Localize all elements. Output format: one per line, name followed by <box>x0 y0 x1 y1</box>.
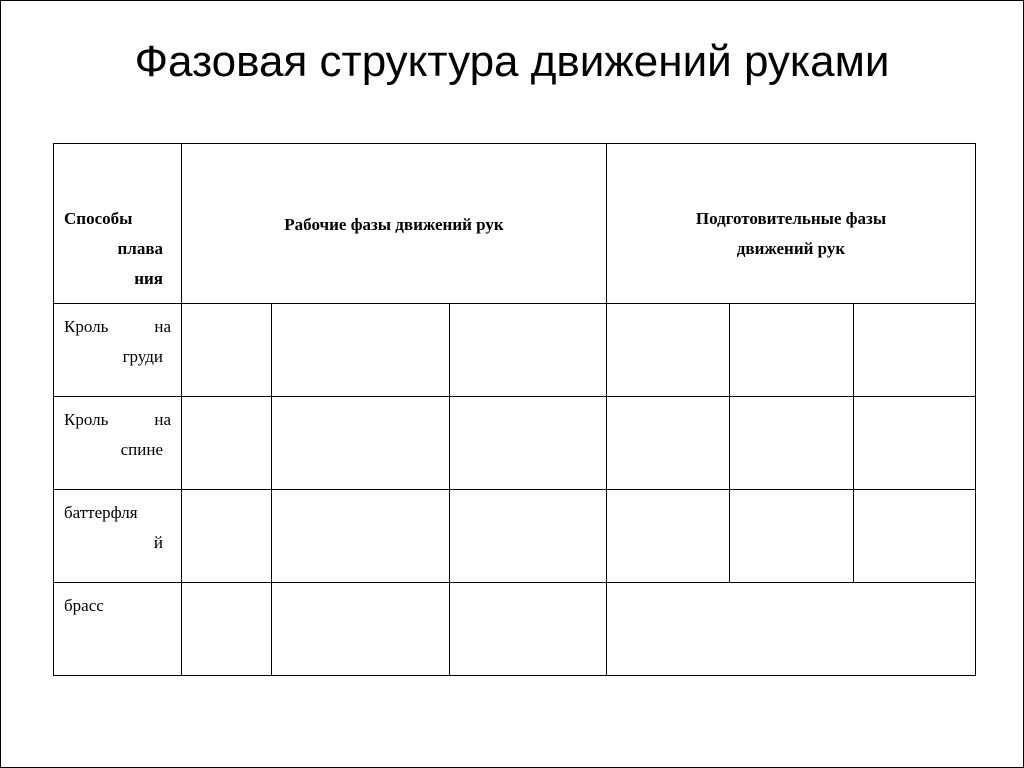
table-cell[interactable] <box>854 397 976 490</box>
row-label-cell <box>54 397 182 490</box>
table-cell[interactable] <box>854 304 976 397</box>
table-header-row <box>54 144 976 304</box>
slide-title: Фазовая структура движений руками <box>134 37 890 86</box>
row-label-cell <box>54 583 182 676</box>
header-working-phases: Рабочие фазы движений рук <box>182 144 607 304</box>
header-prep-line: движений рук <box>736 239 846 258</box>
phase-structure-table <box>53 143 976 676</box>
table-cell[interactable] <box>450 304 607 397</box>
header-prep-phases <box>607 144 976 304</box>
table-cell[interactable] <box>607 304 730 397</box>
table-cell[interactable] <box>272 583 450 676</box>
row-label-part: баттерфля <box>64 503 138 522</box>
row-label-part: на <box>154 317 171 336</box>
header-method-line: Способы <box>64 209 133 228</box>
table-cell[interactable] <box>182 583 272 676</box>
row-label-part: Кроль <box>64 317 109 336</box>
table-cell-merged[interactable] <box>607 583 976 676</box>
header-method-line: ния <box>134 269 163 288</box>
table-cell[interactable] <box>272 304 450 397</box>
header-prep-line: Подготовительные фазы <box>695 209 887 228</box>
table-row <box>54 490 976 583</box>
table-cell[interactable] <box>182 397 272 490</box>
table-cell[interactable] <box>272 490 450 583</box>
row-label-cell <box>54 490 182 583</box>
table-row <box>54 304 976 397</box>
row-label-part: й <box>153 533 163 552</box>
row-label-part: на <box>154 410 171 429</box>
table-cell[interactable] <box>182 490 272 583</box>
row-label-part: спине <box>120 440 163 459</box>
table-cell[interactable] <box>730 304 854 397</box>
table-cell[interactable] <box>450 583 607 676</box>
row-label-part: Кроль <box>64 410 109 429</box>
table-cell[interactable] <box>607 397 730 490</box>
table-cell[interactable] <box>730 397 854 490</box>
table-cell[interactable] <box>272 397 450 490</box>
row-label-part: брасс <box>64 596 104 615</box>
row-label-cell <box>54 304 182 397</box>
header-method-cell <box>54 144 182 304</box>
table-row <box>54 397 976 490</box>
table-cell[interactable] <box>854 490 976 583</box>
table-cell[interactable] <box>182 304 272 397</box>
table-row <box>54 583 976 676</box>
table-cell[interactable] <box>450 397 607 490</box>
row-label-part: груди <box>122 347 163 366</box>
table-cell[interactable] <box>607 490 730 583</box>
header-method-line: плава <box>117 239 163 258</box>
table-cell[interactable] <box>730 490 854 583</box>
table-cell[interactable] <box>450 490 607 583</box>
